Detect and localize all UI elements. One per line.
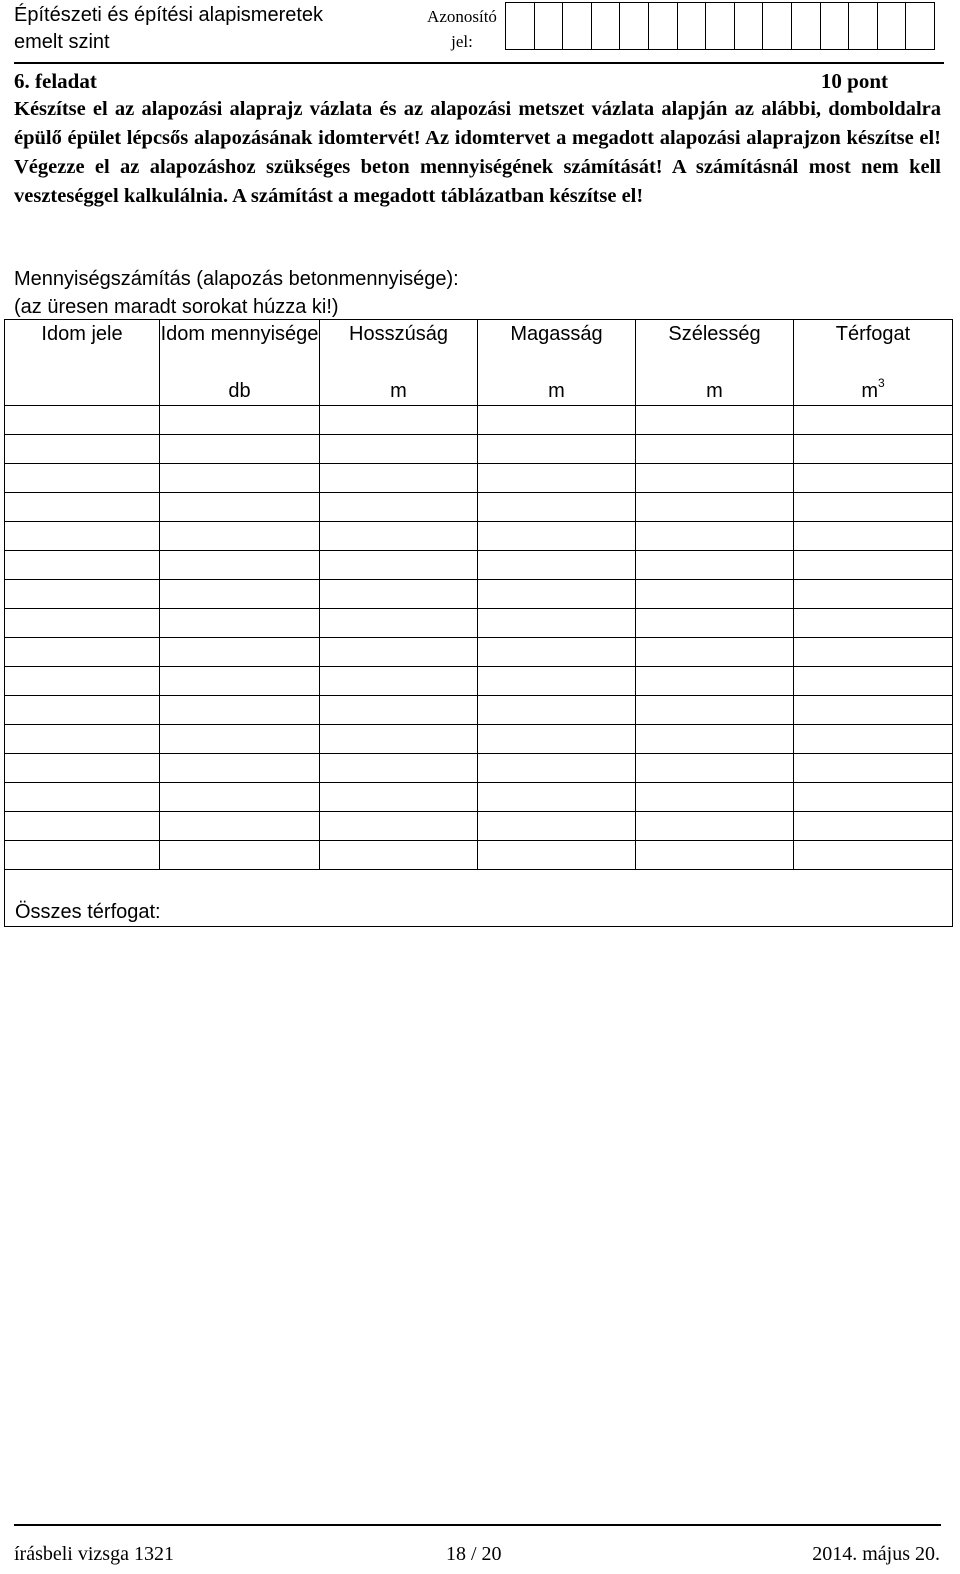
header-szelesseg: Szélesség [636,320,794,378]
table-cell[interactable] [478,551,636,580]
table-cell[interactable] [5,725,160,754]
exam-level: emelt szint [14,31,110,53]
table-cell[interactable] [160,638,320,667]
table-row [5,464,953,493]
table-cell[interactable] [160,783,320,812]
table-cell[interactable] [636,435,794,464]
table-cell[interactable] [5,522,160,551]
table-row [5,522,953,551]
table-cell[interactable] [478,812,636,841]
table-cell[interactable] [478,638,636,667]
table-row [5,725,953,754]
table-cell[interactable] [794,551,953,580]
id-label [420,4,504,54]
calc-subtitle: (az üresen maradt sorokat húzza ki!) [14,296,339,318]
table-cell[interactable] [320,580,478,609]
footer-exam: írásbeli vizsga 1321 [14,1543,174,1565]
id-code-box[interactable] [678,2,707,50]
id-code-box[interactable] [792,2,821,50]
table-cell[interactable] [160,609,320,638]
id-code-box[interactable] [878,2,907,50]
table-cell[interactable] [794,841,953,870]
id-code-box[interactable] [506,2,535,50]
table-cell[interactable] [794,580,953,609]
id-label-line1: Azonosító [427,7,497,26]
table-cell[interactable] [636,638,794,667]
table-cell[interactable] [160,551,320,580]
table-cell[interactable] [794,667,953,696]
footer-date: 2014. május 20. [812,1543,940,1565]
table-cell[interactable] [320,609,478,638]
table-cell[interactable] [5,406,160,435]
table-cell[interactable] [636,783,794,812]
table-cell[interactable] [794,725,953,754]
table-cell[interactable] [5,812,160,841]
table-cell[interactable] [5,464,160,493]
total-row [5,870,953,927]
table-cell[interactable] [320,522,478,551]
table-header-row [5,320,953,378]
unit-cell-empty [5,377,160,406]
table-cell[interactable] [636,841,794,870]
table-cell[interactable] [478,435,636,464]
table-row [5,812,953,841]
table-cell[interactable] [160,841,320,870]
id-code-box[interactable] [763,2,792,50]
table-cell[interactable] [636,493,794,522]
table-row [5,638,953,667]
table-row [5,406,953,435]
table-cell[interactable] [320,638,478,667]
header-idom-mennyisege: Idom mennyisége [160,320,320,378]
id-code-box[interactable] [592,2,621,50]
table-row [5,551,953,580]
table-cell[interactable] [5,609,160,638]
table-cell[interactable] [478,667,636,696]
table-cell[interactable] [160,435,320,464]
unit-magassag: m [478,377,636,406]
table-cell[interactable] [794,754,953,783]
table-cell[interactable] [320,812,478,841]
table-cell[interactable] [160,406,320,435]
id-code-box[interactable] [849,2,878,50]
unit-terfogat-exponent: 3 [877,376,885,390]
table-cell[interactable] [636,754,794,783]
id-code-boxes[interactable] [505,2,935,50]
table-cell[interactable] [794,609,953,638]
table-cell[interactable] [478,783,636,812]
header-terfogat: Térfogat [794,320,953,378]
table-cell[interactable] [794,522,953,551]
table-cell[interactable] [636,696,794,725]
table-cell[interactable] [5,580,160,609]
id-code-box[interactable] [735,2,764,50]
id-code-box[interactable] [649,2,678,50]
table-cell[interactable] [320,667,478,696]
table-row [5,783,953,812]
table-cell[interactable] [320,464,478,493]
table-cell[interactable] [478,696,636,725]
unit-hossz: m [320,377,478,406]
table-cell[interactable] [794,783,953,812]
table-cell[interactable] [160,464,320,493]
table-cell[interactable] [5,551,160,580]
task-instructions: Készítse el az alapozási alaprajz vázlata és az alapozási metszet vázlata alapján az alábbi, domboldalra épülő épület lépcsős alapozásának idomtervét! Az idomtervet a megadott alapozási alaprajzon készítse el! Végezze el az alapozáshoz szükséges beton mennyiségének számítását! A számításnál most nem kell veszteséggel kalkulálnia. A számítást a megadott táblázatban készítse el! [14,98,941,207]
table-row [5,667,953,696]
table-cell[interactable] [160,580,320,609]
header-divider [14,62,944,64]
table-cell[interactable] [478,522,636,551]
table-cell[interactable] [794,493,953,522]
table-cell[interactable] [320,783,478,812]
calc-title: Mennyiségszámítás (alapozás betonmennyisége): [14,268,459,290]
unit-terfogat [794,377,953,406]
footer-divider [14,1524,941,1526]
table-cell[interactable] [160,696,320,725]
table-cell[interactable] [5,493,160,522]
task-title: 6. feladat [14,69,97,93]
total-volume-label: Összes térfogat: [5,870,953,927]
header-magassag: Magasság [478,320,636,378]
table-cell[interactable] [320,435,478,464]
table-cell[interactable] [320,841,478,870]
unit-db: db [160,377,320,406]
table-cell[interactable] [794,435,953,464]
id-label-line2: jel: [451,32,473,51]
id-code-box[interactable] [906,2,935,50]
table-cell[interactable] [5,841,160,870]
unit-szelesseg: m [636,377,794,406]
table-cell[interactable] [636,580,794,609]
quantity-table [4,319,953,927]
table-cell[interactable] [636,522,794,551]
table-cell[interactable] [794,406,953,435]
footer-page: 18 / 20 [446,1543,502,1565]
table-cell[interactable] [320,754,478,783]
table-cell[interactable] [636,667,794,696]
table-cell[interactable] [478,725,636,754]
unit-terfogat-base: m [861,380,878,402]
table-row [5,435,953,464]
table-cell[interactable] [320,551,478,580]
table-cell[interactable] [5,696,160,725]
table-row [5,580,953,609]
table-cell[interactable] [5,435,160,464]
id-code-box[interactable] [706,2,735,50]
table-cell[interactable] [160,522,320,551]
table-cell[interactable] [160,667,320,696]
id-code-box[interactable] [563,2,592,50]
header-idom-jele: Idom jele [5,320,160,378]
table-cell[interactable] [5,783,160,812]
id-code-box[interactable] [620,2,649,50]
table-cell[interactable] [478,493,636,522]
table-cell[interactable] [160,725,320,754]
table-cell[interactable] [636,812,794,841]
table-row [5,754,953,783]
table-cell[interactable] [636,725,794,754]
id-code-box[interactable] [821,2,850,50]
id-code-box[interactable] [535,2,564,50]
table-cell[interactable] [160,812,320,841]
table-cell[interactable] [794,812,953,841]
table-cell[interactable] [636,464,794,493]
task-points: 10 pont [820,69,888,93]
table-cell[interactable] [794,696,953,725]
header-hosszusag: Hosszúság [320,320,478,378]
table-cell[interactable] [478,609,636,638]
table-row [5,609,953,638]
table-cell[interactable] [636,551,794,580]
table-cell[interactable] [478,464,636,493]
table-cell[interactable] [320,493,478,522]
table-cell[interactable] [5,667,160,696]
table-cell[interactable] [636,406,794,435]
table-row [5,696,953,725]
table-cell[interactable] [794,638,953,667]
table-cell[interactable] [320,725,478,754]
table-cell[interactable] [320,406,478,435]
table-cell[interactable] [160,754,320,783]
header-subject [14,2,323,56]
table-cell[interactable] [160,493,320,522]
table-row [5,493,953,522]
table-cell[interactable] [320,696,478,725]
table-cell[interactable] [478,406,636,435]
table-cell[interactable] [5,638,160,667]
table-cell[interactable] [478,754,636,783]
table-cell[interactable] [5,754,160,783]
table-cell[interactable] [794,464,953,493]
table-cell[interactable] [478,841,636,870]
table-row [5,841,953,870]
table-cell[interactable] [636,609,794,638]
table-cell[interactable] [478,580,636,609]
table-units-row [5,377,953,406]
subject-name: Építészeti és építési alapismeretek [14,4,324,26]
